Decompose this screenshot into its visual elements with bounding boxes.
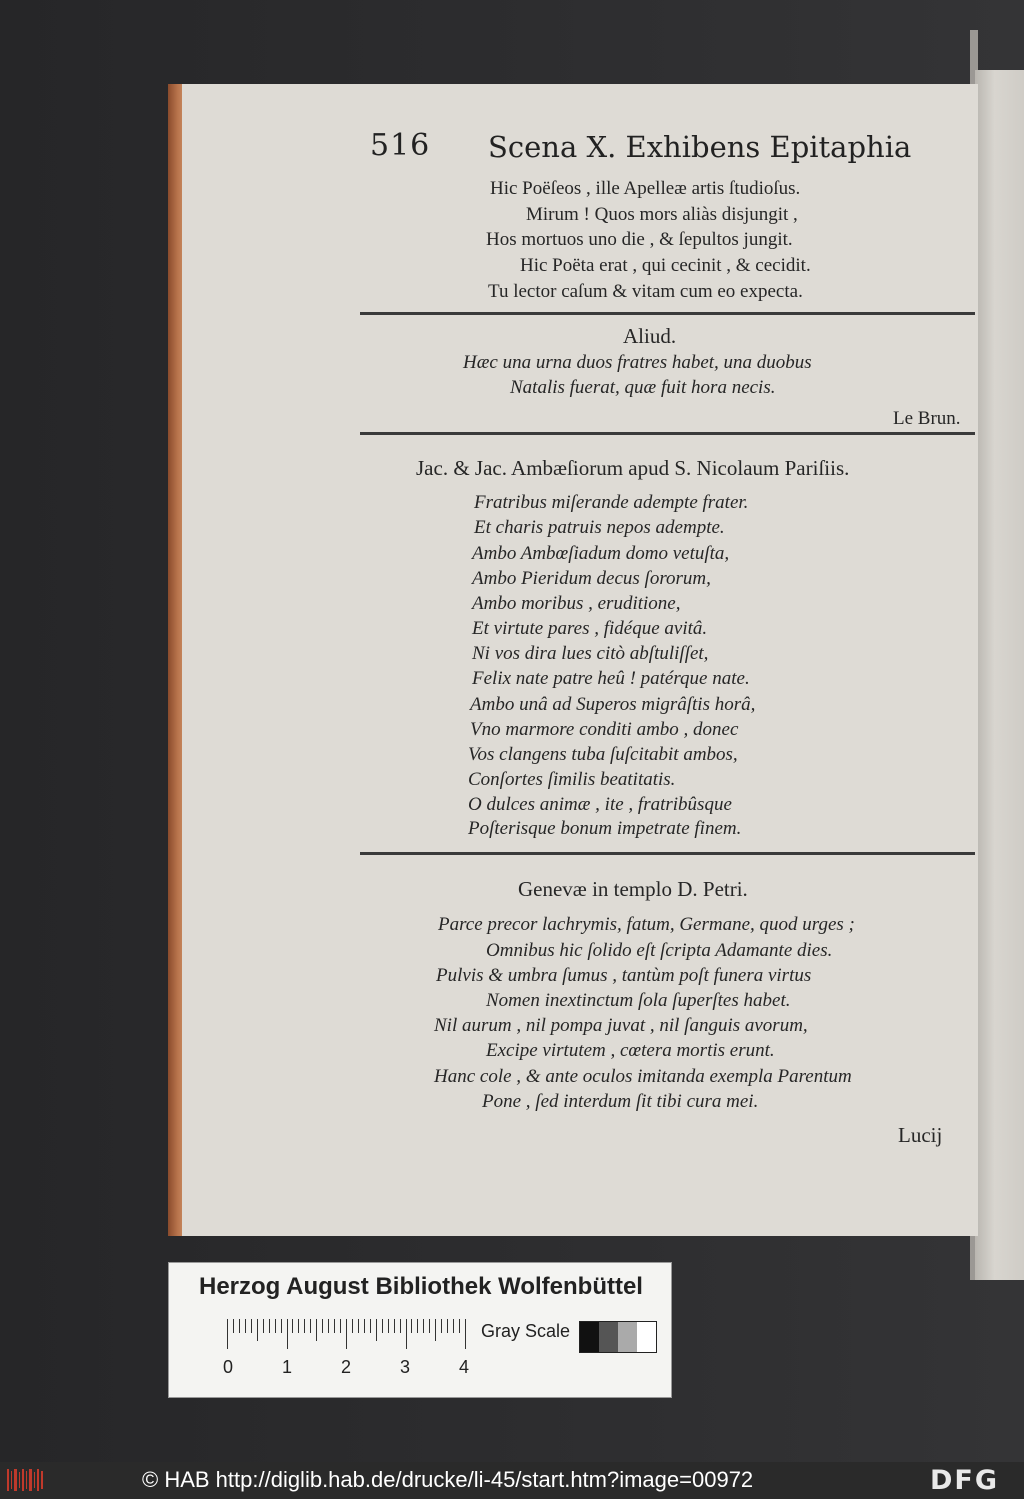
ruler-tick (227, 1319, 228, 1349)
facing-page (975, 70, 1024, 1280)
ruler-tick (328, 1319, 329, 1333)
verse-line: Nomen inextinctum ſola ſuperſtes habet. (486, 990, 791, 1011)
grayscale-label: Gray Scale (481, 1321, 571, 1341)
ruler-tick (370, 1319, 371, 1333)
ruler-tick (435, 1319, 436, 1341)
ruler-tick (245, 1319, 246, 1333)
top-line: Hic Poëta erat , qui cecinit , & cecidit. (520, 255, 811, 276)
footer-copyright-link[interactable]: © HAB http://diglib.hab.de/drucke/li-45/start.htm?image=00972 (142, 1467, 754, 1492)
verse-line: Ni vos dira lues citò abſtuliſſet, (472, 643, 709, 664)
verse-line: Et virtute pares , fidéque avitâ. (472, 618, 708, 639)
ruler-tick (447, 1319, 448, 1333)
dfg-logo: DFG (930, 1465, 1000, 1496)
verse-line: Natalis fuerat, quæ fuit hora necis. (510, 377, 776, 398)
ruler-tick (364, 1319, 365, 1333)
verse-line: Parce precor lachrymis, fatum, Germane, quod urges ; (438, 914, 855, 935)
grayscale-swatch (599, 1322, 618, 1352)
ruler-tick (340, 1319, 341, 1333)
barcode-icon (6, 1467, 46, 1493)
ruler-tick (352, 1319, 353, 1333)
top-line: Mirum ! Quos mors aliàs disjungit , (526, 204, 798, 225)
grayscale-chart (579, 1321, 657, 1353)
verse-line: Ambo Ambœſiadum domo vetuſta, (472, 543, 730, 564)
ruler-tick (281, 1319, 282, 1333)
library-name: Herzog August Bibliothek Wolfenbüttel (199, 1273, 643, 1300)
ruler (227, 1319, 471, 1349)
ruler-tick (429, 1319, 430, 1333)
verse-line: Vno marmore conditi ambo , donec (470, 719, 739, 740)
top-line: Tu lector caſum & vitam cum eo expecta. (488, 281, 803, 302)
verse-line: Nil aurum , nil pompa juvat , nil ſanguis avorum, (434, 1015, 808, 1036)
ruler-tick (453, 1319, 454, 1333)
ruler-tick (287, 1319, 288, 1349)
ruler-tick (322, 1319, 323, 1333)
verse-line: Excipe virtutem , cœtera mortis erunt. (486, 1040, 775, 1061)
ruler-tick (406, 1319, 407, 1349)
ruler-tick (417, 1319, 418, 1333)
verse-line: Conſortes ſimilis beatitatis. (468, 769, 676, 790)
ruler-tick (251, 1319, 252, 1333)
verse-line: Ambo Pieridum decus ſororum, (472, 568, 711, 589)
footer-bar (0, 1462, 1024, 1499)
section-rule (360, 312, 975, 315)
author-signature: Le Brun. (893, 408, 961, 429)
verse-line: Et charis patruis nepos adempte. (474, 517, 725, 538)
ruler-tick (304, 1319, 305, 1333)
verse-line: Ambo moribus , eruditione, (472, 593, 681, 614)
section-rule (360, 432, 975, 435)
verse-line: Ambo unâ ad Superos migrâſtis horâ, (470, 694, 756, 715)
ruler-tick (239, 1319, 240, 1333)
ruler-label: 2 (341, 1357, 352, 1377)
verse-line: Hæc una urna duos fratres habet, una duobus (463, 352, 812, 373)
ruler-label: 1 (282, 1357, 293, 1377)
ruler-tick (269, 1319, 270, 1333)
section-heading: Jac. & Jac. Ambæſiorum apud S. Nicolaum Pariſiis. (416, 456, 850, 480)
ruler-tick (394, 1319, 395, 1333)
ruler-tick (376, 1319, 377, 1341)
ruler-tick (263, 1319, 264, 1333)
ruler-tick (275, 1319, 276, 1333)
ruler-tick (411, 1319, 412, 1333)
ruler-label: 0 (223, 1357, 234, 1377)
verse-line: Fratribus miſerande adempte frater. (474, 492, 749, 513)
grayscale-swatch (618, 1322, 637, 1352)
top-line: Hic Poëſeos , ille Apelleæ artis ſtudioſus. (490, 178, 801, 199)
ruler-tick (292, 1319, 293, 1333)
ruler-tick (423, 1319, 424, 1333)
section-heading: Aliud. (623, 324, 677, 348)
verse-line: Vos clangens tuba ſuſcitabit ambos, (468, 744, 738, 765)
page-header (370, 128, 912, 172)
verse-line: Pulvis & umbra ſumus , tantùm poſt funera virtus (436, 965, 812, 986)
section-rule (360, 852, 975, 855)
verse-line: Omnibus hic ſolido eſt ſcripta Adamante dies. (486, 940, 833, 961)
ruler-tick (388, 1319, 389, 1333)
ruler-tick (298, 1319, 299, 1333)
verse-line: Pone , ſed interdum ſit tibi cura mei. (482, 1091, 759, 1112)
running-title: Scena X. Exhibens Epitaphia (488, 130, 912, 164)
section-heading: Genevæ in templo D. Petri. (518, 877, 748, 901)
page-number: 516 (370, 128, 431, 163)
verse-line: O dulces animæ , ite , fratribûsque (468, 794, 732, 815)
ruler-tick (257, 1319, 258, 1341)
ruler-tick (465, 1319, 466, 1349)
ruler-tick (310, 1319, 311, 1333)
grayscale-swatch (580, 1322, 599, 1352)
verse-line: Felix nate patre heû ! patérque nate. (472, 668, 750, 689)
ruler-tick (382, 1319, 383, 1333)
ruler-tick (358, 1319, 359, 1333)
ruler-tick (346, 1319, 347, 1349)
library-card (168, 1262, 672, 1398)
ruler-tick (316, 1319, 317, 1341)
ruler-tick (459, 1319, 460, 1333)
grayscale-swatch (637, 1322, 656, 1352)
verse-line: Hanc cole , & ante oculos imitanda exempla Parentum (434, 1066, 852, 1087)
ruler-tick (400, 1319, 401, 1333)
ruler-label: 4 (459, 1357, 470, 1377)
top-line: Hos mortuos uno die , & ſepultos jungit. (486, 229, 793, 250)
verse-line: Poſterisque bonum impetrate finem. (468, 818, 742, 839)
ruler-tick (334, 1319, 335, 1333)
catchword: Lucij (898, 1123, 943, 1147)
ruler-label: 3 (400, 1357, 411, 1377)
ruler-tick (441, 1319, 442, 1333)
ruler-tick (233, 1319, 234, 1333)
